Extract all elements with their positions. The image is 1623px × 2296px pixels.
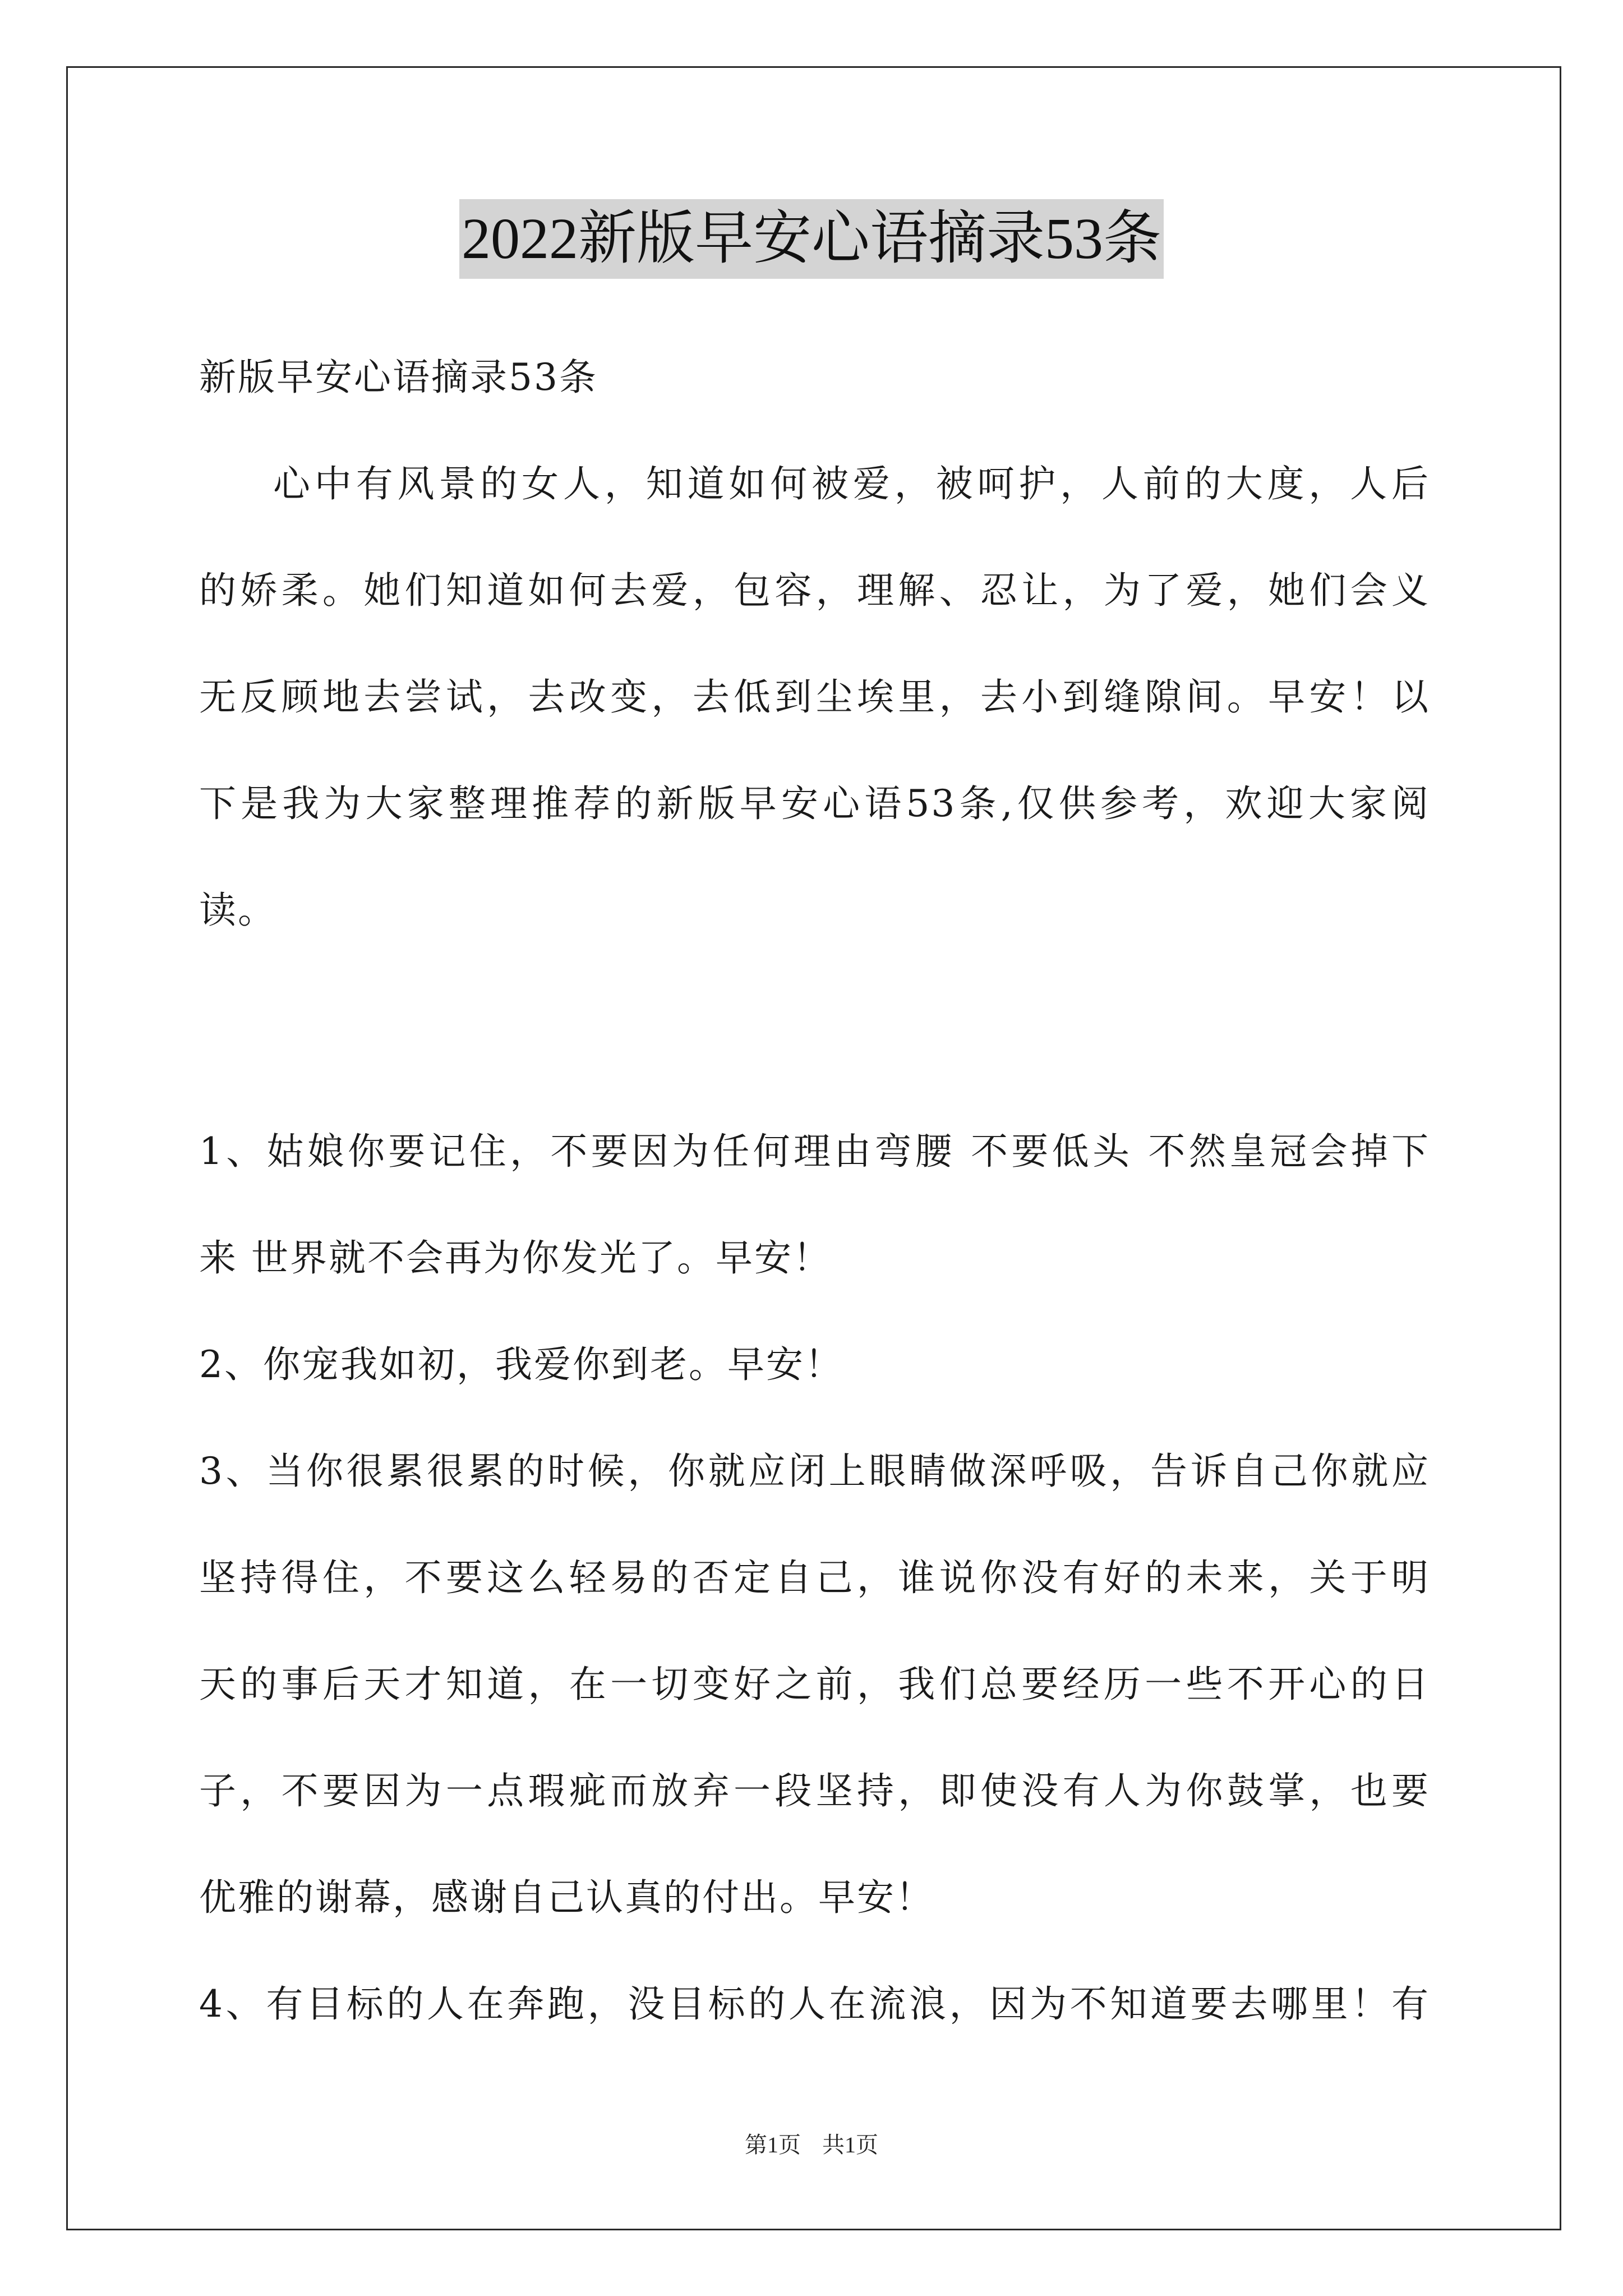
page-number-current: 第1页: [745, 2132, 801, 2157]
page-number-total: 共1页: [822, 2132, 878, 2157]
page-footer: [0, 2127, 1623, 2159]
document-title: 2022新版早安心语摘录53条: [459, 199, 1164, 279]
list-item-line: 来 世界就不会再为你发光了。早安！: [199, 1236, 832, 1280]
document-subtitle: 新版早安心语摘录53条: [199, 356, 598, 399]
list-item-line: 优雅的谢幕，感谢自己认真的付出。早安！: [199, 1876, 934, 1919]
intro-line: 心中有风景的女人，知道如何被爱，被呵护，人前的大度，人后: [273, 462, 1430, 505]
list-item-line: 天的事后天才知道，在一切变好之前，我们总要经历一些不开心的日: [199, 1663, 1430, 1706]
intro-line: 无反顾地去尝试，去改变，去低到尘埃里，去小到缝隙间。早安！以: [199, 675, 1430, 719]
list-item-line: 1、姑娘你要记住，不要因为任何理由弯腰 不要低头 不然皇冠会掉下: [199, 1130, 1430, 1173]
list-item-line: 子，不要因为一点瑕疵而放弃一段坚持，即使没有人为你鼓掌，也要: [199, 1769, 1430, 1812]
list-item-line: 2、你宠我如初，我爱你到老。早安！: [199, 1343, 843, 1386]
list-item-line: 4、有目标的人在奔跑，没目标的人在流浪，因为不知道要去哪里！有: [199, 1982, 1430, 2026]
list-item-line: 3、当你很累很累的时候，你就应闭上眼睛做深呼吸，告诉自己你就应: [199, 1450, 1430, 1493]
intro-line: 下是我为大家整理推荐的新版早安心语53条,仅供参考，欢迎大家阅: [199, 782, 1430, 825]
intro-line: 读。: [199, 889, 276, 932]
list-item-line: 坚持得住，不要这么轻易的否定自己，谁说你没有好的未来，关于明: [199, 1556, 1430, 1599]
intro-line: 的娇柔。她们知道如何去爱，包容，理解、忍让，为了爱，她们会义: [199, 569, 1430, 612]
title-container: [0, 199, 1623, 279]
